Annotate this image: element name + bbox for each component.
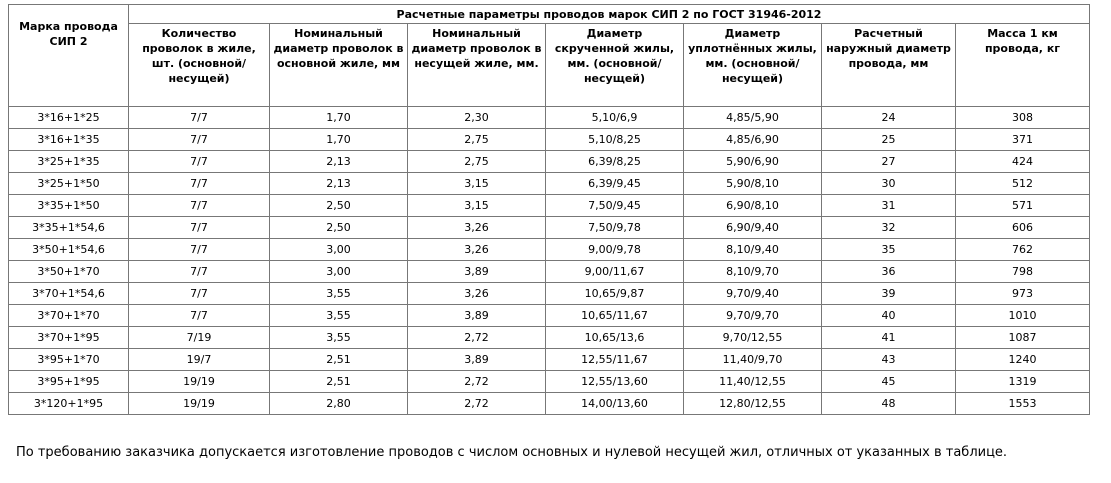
- table-cell: 798: [956, 261, 1090, 283]
- table-row: [9, 217, 1090, 239]
- table-cell: 11,40/12,55: [684, 371, 822, 393]
- table-cell: 8,10/9,40: [684, 239, 822, 261]
- table-cell: 9,00/9,78: [546, 239, 684, 261]
- column-header-2: Номинальный диаметр проволок в основной жиле, мм: [270, 24, 408, 107]
- table-cell: 43: [822, 349, 956, 371]
- table-cell: 31: [822, 195, 956, 217]
- table-cell: 512: [956, 173, 1090, 195]
- table-row: [9, 305, 1090, 327]
- table-cell: 1553: [956, 393, 1090, 415]
- table-cell: 5,90/6,90: [684, 151, 822, 173]
- table-cell: 10,65/9,87: [546, 283, 684, 305]
- table-cell: 1087: [956, 327, 1090, 349]
- table-cell: 1010: [956, 305, 1090, 327]
- table-cell: 24: [822, 107, 956, 129]
- table-cell: 424: [956, 151, 1090, 173]
- column-header-7: Масса 1 км провода, кг: [956, 24, 1090, 107]
- column-header-4: Диаметр скрученной жилы, мм. (основной/несущей): [546, 24, 684, 107]
- table-cell: 30: [822, 173, 956, 195]
- column-header-1: Количество проволок в жиле, шт. (основной/несущей): [129, 24, 270, 107]
- table-cell: 27: [822, 151, 956, 173]
- table-cell: 1,70: [270, 129, 408, 151]
- table-cell: 2,13: [270, 173, 408, 195]
- table-row: [9, 371, 1090, 393]
- brand-cell: 3*95+1*95: [9, 371, 129, 393]
- table-cell: 25: [822, 129, 956, 151]
- table-cell: 48: [822, 393, 956, 415]
- table-cell: 7/7: [129, 217, 270, 239]
- table-cell: 40: [822, 305, 956, 327]
- table-cell: 19/19: [129, 371, 270, 393]
- table-cell: 2,50: [270, 195, 408, 217]
- table-cell: 606: [956, 217, 1090, 239]
- table-cell: 7/7: [129, 129, 270, 151]
- brand-cell: 3*35+1*50: [9, 195, 129, 217]
- table-cell: 2,75: [408, 129, 546, 151]
- table-cell: 3,00: [270, 239, 408, 261]
- table-cell: 7/7: [129, 107, 270, 129]
- brand-cell: 3*50+1*70: [9, 261, 129, 283]
- header-row-group: [9, 5, 1090, 24]
- footnote: По требованию заказчика допускается изготовление проводов с числом основных и нулевой несущей жил, отличных от указанных в таблице.: [16, 445, 1008, 460]
- table-cell: 3,15: [408, 173, 546, 195]
- table-cell: 41: [822, 327, 956, 349]
- table-cell: 4,85/5,90: [684, 107, 822, 129]
- table-cell: 3,89: [408, 305, 546, 327]
- table-cell: 7/19: [129, 327, 270, 349]
- brand-cell: 3*50+1*54,6: [9, 239, 129, 261]
- table-cell: 14,00/13,60: [546, 393, 684, 415]
- table-cell: 571: [956, 195, 1090, 217]
- brand-cell: 3*120+1*95: [9, 393, 129, 415]
- brand-cell: 3*25+1*35: [9, 151, 129, 173]
- table-cell: 35: [822, 239, 956, 261]
- column-header-6: Расчетный наружный диаметр провода, мм: [822, 24, 956, 107]
- table-cell: 1,70: [270, 107, 408, 129]
- table-cell: 2,50: [270, 217, 408, 239]
- table-row: [9, 151, 1090, 173]
- table-cell: 6,39/8,25: [546, 151, 684, 173]
- table-cell: 9,70/9,40: [684, 283, 822, 305]
- table-cell: 3,15: [408, 195, 546, 217]
- table-row: [9, 239, 1090, 261]
- brand-cell: 3*70+1*95: [9, 327, 129, 349]
- brand-column-header: Марка провода СИП 2: [9, 5, 129, 107]
- table-cell: 12,55/13,60: [546, 371, 684, 393]
- table-cell: 3,55: [270, 327, 408, 349]
- brand-cell: 3*16+1*35: [9, 129, 129, 151]
- table-cell: 973: [956, 283, 1090, 305]
- table-cell: 3,55: [270, 305, 408, 327]
- table-cell: 9,70/9,70: [684, 305, 822, 327]
- table-cell: 45: [822, 371, 956, 393]
- table-cell: 6,90/8,10: [684, 195, 822, 217]
- table-cell: 1319: [956, 371, 1090, 393]
- table-cell: 2,75: [408, 151, 546, 173]
- table-row: [9, 393, 1090, 415]
- table-cell: 2,72: [408, 371, 546, 393]
- table-body: [9, 107, 1090, 415]
- brand-cell: 3*70+1*70: [9, 305, 129, 327]
- table-row: [9, 173, 1090, 195]
- table-cell: 12,80/12,55: [684, 393, 822, 415]
- table-row: [9, 327, 1090, 349]
- brand-cell: 3*95+1*70: [9, 349, 129, 371]
- table-cell: 6,39/9,45: [546, 173, 684, 195]
- table-cell: 2,72: [408, 393, 546, 415]
- table-cell: 2,51: [270, 349, 408, 371]
- table-cell: 7,50/9,78: [546, 217, 684, 239]
- table-cell: 3,26: [408, 239, 546, 261]
- table-cell: 8,10/9,70: [684, 261, 822, 283]
- table-cell: 10,65/13,6: [546, 327, 684, 349]
- table-cell: 19/7: [129, 349, 270, 371]
- group-header: Расчетные параметры проводов марок СИП 2 по ГОСТ 31946-2012: [129, 5, 1090, 24]
- table-cell: 3,00: [270, 261, 408, 283]
- table-cell: 9,00/11,67: [546, 261, 684, 283]
- table-cell: 32: [822, 217, 956, 239]
- table-cell: 5,10/6,9: [546, 107, 684, 129]
- table-cell: 3,26: [408, 283, 546, 305]
- table-row: [9, 195, 1090, 217]
- table-cell: 9,70/12,55: [684, 327, 822, 349]
- table-cell: 4,85/6,90: [684, 129, 822, 151]
- table-cell: 2,13: [270, 151, 408, 173]
- table-cell: 11,40/9,70: [684, 349, 822, 371]
- table-cell: 308: [956, 107, 1090, 129]
- brand-cell: 3*25+1*50: [9, 173, 129, 195]
- table-cell: 762: [956, 239, 1090, 261]
- table-row: [9, 261, 1090, 283]
- table-cell: 2,72: [408, 327, 546, 349]
- header-row-columns: [9, 24, 1090, 107]
- table-cell: 5,10/8,25: [546, 129, 684, 151]
- table-cell: 7/7: [129, 239, 270, 261]
- table-cell: 7/7: [129, 283, 270, 305]
- table-cell: 7/7: [129, 195, 270, 217]
- table-cell: 3,26: [408, 217, 546, 239]
- table-cell: 7/7: [129, 151, 270, 173]
- table-cell: 36: [822, 261, 956, 283]
- table-row: [9, 283, 1090, 305]
- table-row: [9, 349, 1090, 371]
- table-cell: 2,51: [270, 371, 408, 393]
- brand-cell: 3*70+1*54,6: [9, 283, 129, 305]
- table-cell: 5,90/8,10: [684, 173, 822, 195]
- table-cell: 10,65/11,67: [546, 305, 684, 327]
- table-row: [9, 129, 1090, 151]
- table-cell: 6,90/9,40: [684, 217, 822, 239]
- table-row: [9, 107, 1090, 129]
- table-cell: 12,55/11,67: [546, 349, 684, 371]
- brand-cell: 3*35+1*54,6: [9, 217, 129, 239]
- table-cell: 1240: [956, 349, 1090, 371]
- table-cell: 39: [822, 283, 956, 305]
- brand-cell: 3*16+1*25: [9, 107, 129, 129]
- table-cell: 7,50/9,45: [546, 195, 684, 217]
- column-header-3: Номинальный диаметр проволок в несущей жиле, мм.: [408, 24, 546, 107]
- table-cell: 2,30: [408, 107, 546, 129]
- table-cell: 3,55: [270, 283, 408, 305]
- parameters-table-wrapper: [8, 4, 1089, 415]
- table-cell: 3,89: [408, 261, 546, 283]
- column-header-5: Диаметр уплотнённых жилы, мм. (основной/несущей): [684, 24, 822, 107]
- table-cell: 7/7: [129, 261, 270, 283]
- sip2-parameters-table: [8, 4, 1090, 415]
- table-cell: 7/7: [129, 305, 270, 327]
- table-cell: 3,89: [408, 349, 546, 371]
- table-cell: 371: [956, 129, 1090, 151]
- table-cell: 7/7: [129, 173, 270, 195]
- table-cell: 2,80: [270, 393, 408, 415]
- table-cell: 19/19: [129, 393, 270, 415]
